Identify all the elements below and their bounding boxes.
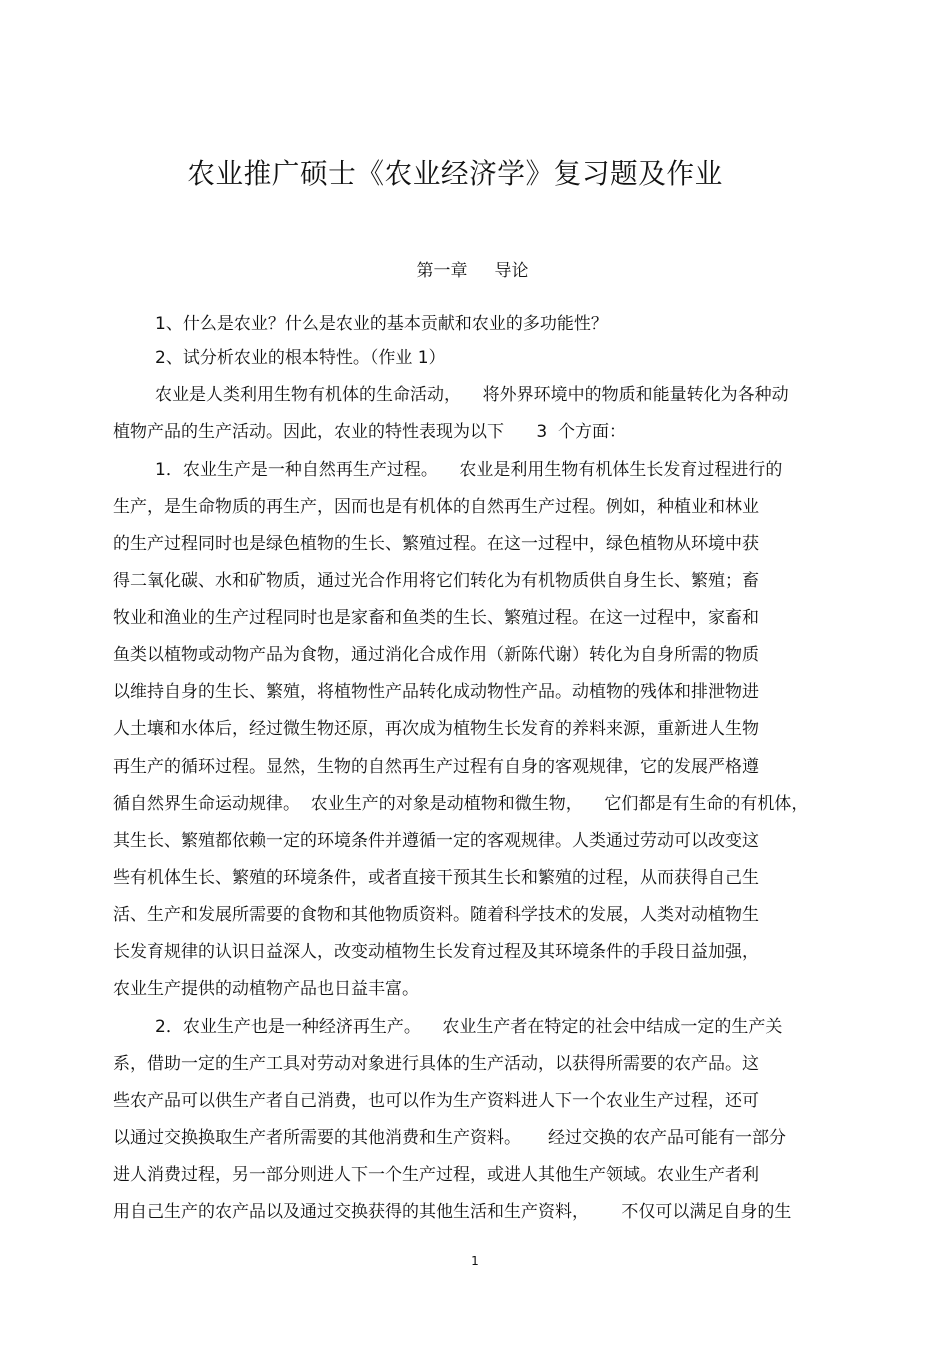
- paragraph-line: 其生长、繁殖都依赖一定的环境条件并遵循一定的客观规律。人类通过劳动可以改变这: [113, 831, 759, 851]
- paragraph-line: 1．农业生产是一种自然再生产过程。 农业是利用生物有机体生长发育过程进行的: [155, 460, 783, 480]
- paragraph-line: 用自己生产的农产品以及通过交换获得的其他生活和生产资料， 不仅可以满足自身的生: [113, 1202, 792, 1222]
- paragraph-line: 生产，是生命物质的再生产，因而也是有机体的自然再生产过程。例如，种植业和林业: [113, 497, 759, 517]
- paragraph-line: 农业是人类利用生物有机体的生命活动， 将外界环境中的物质和能量转化为各种动: [155, 385, 789, 405]
- paragraph-line: 植物产品的生产活动。因此，农业的特性表现为以下 3 个方面：: [113, 422, 627, 442]
- question-line: 1、什么是农业？什么是农业的基本贡献和农业的多功能性？: [155, 314, 608, 334]
- paragraph-line: 得二氧化碳、水和矿物质，通过光合作用将它们转化为有机物质供自身生长、繁殖；畜: [113, 571, 759, 591]
- paragraph-line: 农业生产提供的动植物产品也日益丰富。: [113, 979, 419, 999]
- paragraph-line: 长发育规律的认识日益深人，改变动植物生长发育过程及其环境条件的手段日益加强，: [113, 942, 759, 962]
- chapter-heading: 第一章 导论: [416, 261, 529, 281]
- paragraph-line: 再生产的循环过程。显然，生物的自然再生产过程有自身的客观规律，它的发展严格遵: [113, 757, 759, 777]
- document-title: 农业推广硕士《农业经济学》复习题及作业: [187, 157, 723, 190]
- paragraph-line: 牧业和渔业的生产过程同时也是家畜和鱼类的生长、繁殖过程。在这一过程中，家畜和: [113, 608, 759, 628]
- page-number: 1: [471, 1254, 479, 1268]
- paragraph-line: 些农产品可以供生产者自己消费，也可以作为生产资料进人下一个农业生产过程，还可: [113, 1091, 759, 1111]
- paragraph-line: 以通过交换换取生产者所需要的其他消费和生产资料。 经过交换的农产品可能有一部分: [113, 1128, 787, 1148]
- paragraph-line: 的生产过程同时也是绿色植物的生长、繁殖过程。在这一过程中，绿色植物从环境中获: [113, 534, 759, 554]
- paragraph-line: 循自然界生命运动规律。 农业生产的对象是动植物和微生物， 它们都是有生命的有机体，: [113, 794, 809, 814]
- question-line: 2、试分析农业的根本特性。（作业 1）: [155, 348, 446, 368]
- paragraph-line: 活、生产和发展所需要的食物和其他物质资料。随着科学技术的发展，人类对动植物生: [113, 905, 759, 925]
- paragraph-line: 系，借助一定的生产工具对劳动对象进行具体的生产活动，以获得所需要的农产品。这: [113, 1054, 759, 1074]
- paragraph-line: 以维持自身的生长、繁殖，将植物性产品转化成动物性产品。动植物的残体和排泄物进: [113, 682, 759, 702]
- paragraph-line: 人土壤和水体后，经过微生物还原，再次成为植物生长发育的养料来源，重新进人生物: [113, 719, 759, 739]
- paragraph-line: 进人消费过程，另一部分则进人下一个生产过程，或进人其他生产领域。农业生产者利: [113, 1165, 759, 1185]
- paragraph-line: 鱼类以植物或动物产品为食物，通过消化合成作用（新陈代谢）转化为自身所需的物质: [113, 645, 759, 665]
- paragraph-line: 2．农业生产也是一种经济再生产。 农业生产者在特定的社会中结成一定的生产关: [155, 1017, 783, 1037]
- paragraph-line: 些有机体生长、繁殖的环境条件，或者直接干预其生长和繁殖的过程，从而获得自己生: [113, 868, 759, 888]
